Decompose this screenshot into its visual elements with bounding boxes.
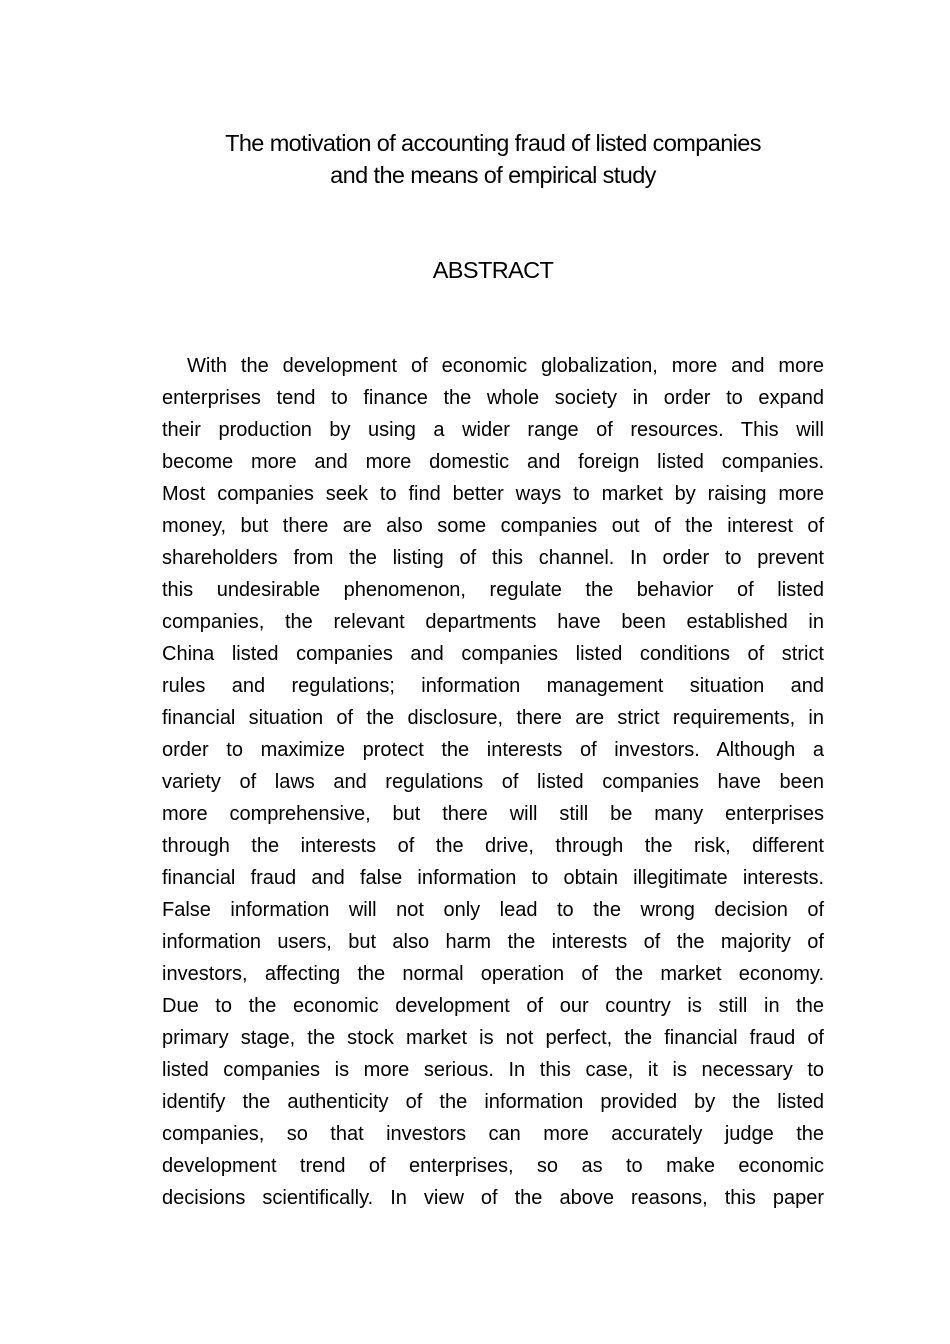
abstract-line: shareholders from the listing of this channel. In order to prevent — [162, 547, 824, 569]
abstract-line: through the interests of the drive, through the risk, different — [162, 835, 824, 857]
abstract-line: information users, but also harm the interests of the majority of — [162, 931, 824, 953]
abstract-line: their production by using a wider range of resources. This will — [162, 419, 824, 441]
abstract-line: primary stage, the stock market is not perfect, the financial fraud of — [162, 1027, 824, 1049]
abstract-line: companies, the relevant departments have been established in — [162, 611, 824, 633]
abstract-line: rules and regulations; information management situation and — [162, 675, 824, 697]
abstract-line: this undesirable phenomenon, regulate the behavior of listed — [162, 579, 824, 601]
abstract-line: investors, affecting the normal operation of the market economy. — [162, 963, 824, 985]
abstract-line: variety of laws and regulations of listed companies have been — [162, 771, 824, 793]
abstract-line: Due to the economic development of our country is still in the — [162, 995, 824, 1017]
paper-title-line-2: and the means of empirical study — [330, 162, 656, 188]
abstract-line: False information will not only lead to the wrong decision of — [162, 899, 824, 921]
abstract-line: enterprises tend to finance the whole society in order to expand — [162, 387, 824, 409]
abstract-body — [162, 350, 824, 1214]
abstract-line: money, but there are also some companies out of the interest of — [162, 515, 824, 537]
abstract-line: companies, so that investors can more accurately judge the — [162, 1123, 824, 1145]
abstract-line: identify the authenticity of the information provided by the listed — [162, 1091, 824, 1113]
abstract-line: decisions scientifically. In view of the above reasons, this paper — [162, 1187, 824, 1209]
abstract-line: development trend of enterprises, so as to make economic — [162, 1155, 824, 1177]
abstract-line: become more and more domestic and foreign listed companies. — [162, 451, 824, 473]
abstract-line: Most companies seek to find better ways to market by raising more — [162, 483, 824, 505]
abstract-line: listed companies is more serious. In this case, it is necessary to — [162, 1059, 824, 1081]
abstract-line: order to maximize protect the interests of investors. Although a — [162, 739, 824, 761]
abstract-heading: ABSTRACT — [432, 257, 554, 283]
abstract-line: more comprehensive, but there will still be many enterprises — [162, 803, 824, 825]
abstract-line: financial situation of the disclosure, there are strict requirements, in — [162, 707, 824, 729]
abstract-line: With the development of economic globalization, more and more — [187, 355, 824, 377]
paper-title-line-1: The motivation of accounting fraud of listed companies — [225, 130, 761, 156]
abstract-line: financial fraud and false information to obtain illegitimate interests. — [162, 867, 824, 889]
abstract-line: China listed companies and companies listed conditions of strict — [162, 643, 824, 665]
